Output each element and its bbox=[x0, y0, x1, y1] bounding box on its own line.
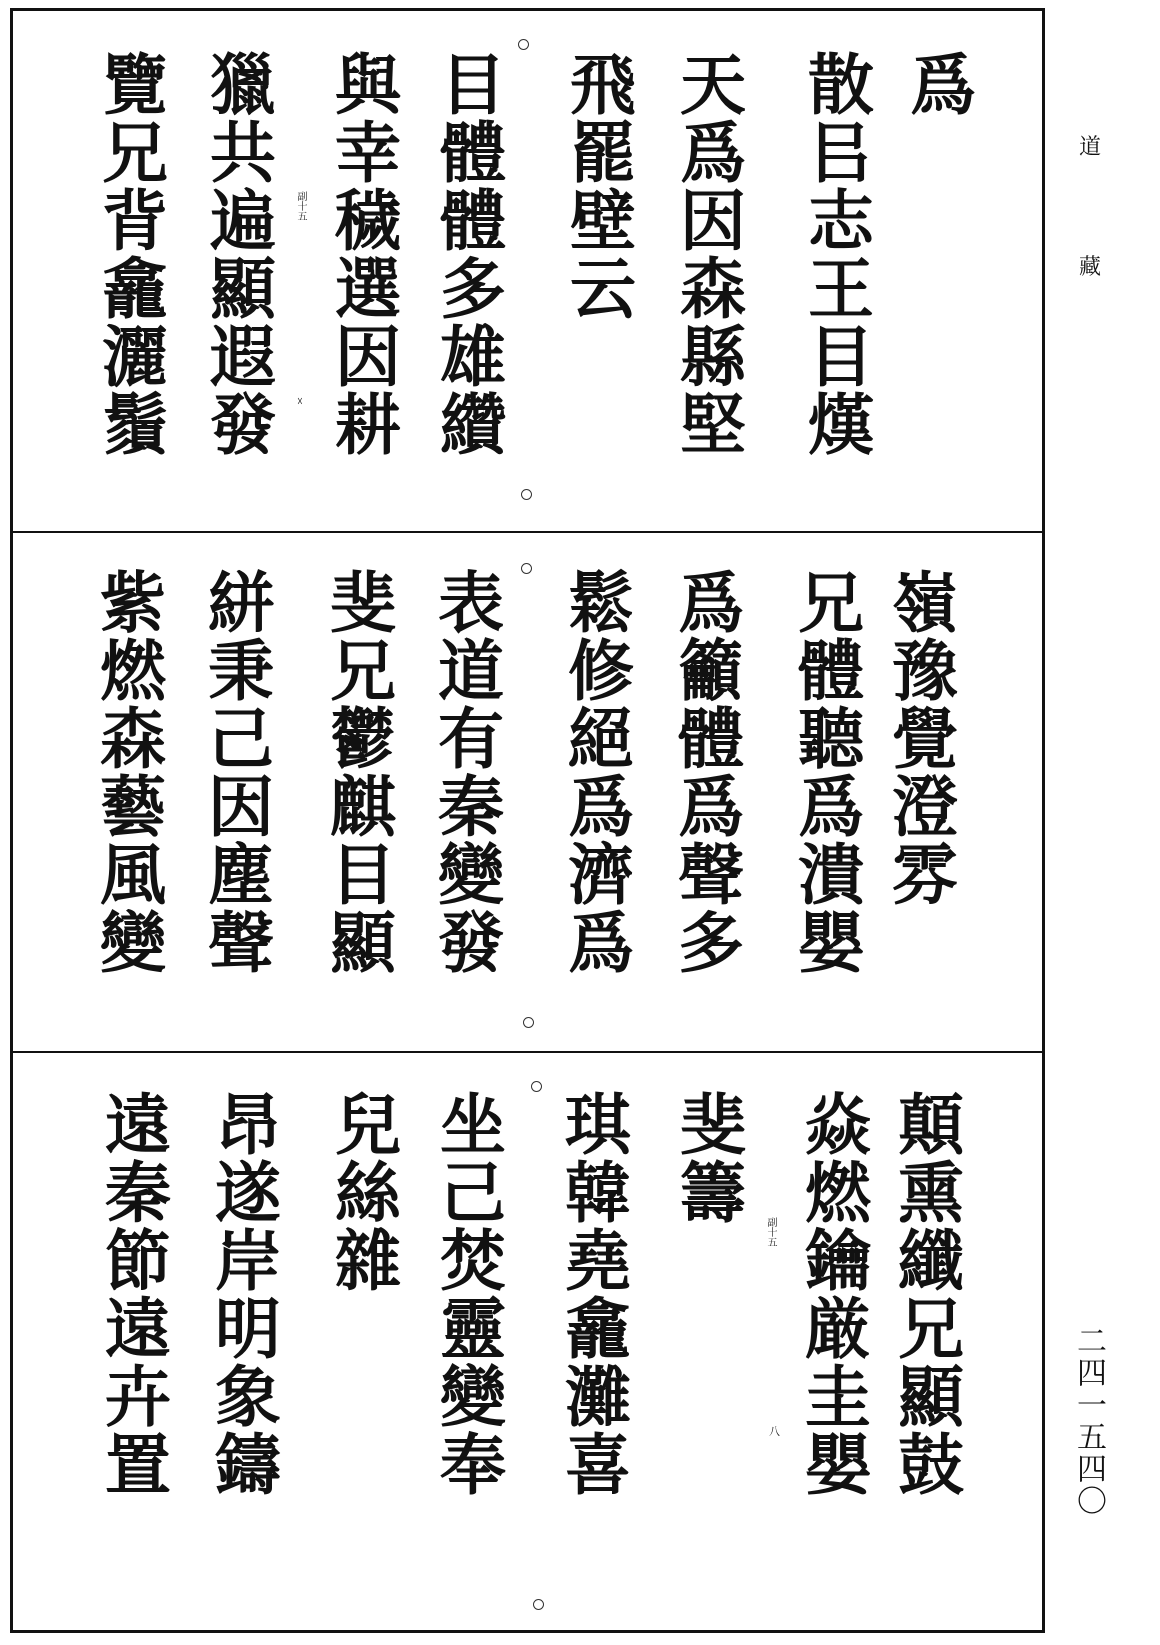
marginal-mark: 八 bbox=[769, 1425, 780, 1438]
glyph: 發 bbox=[438, 904, 504, 982]
glyph: 表 bbox=[438, 564, 504, 642]
glyph: 聲 bbox=[678, 836, 744, 914]
text-panel-2 bbox=[13, 539, 1042, 1059]
glyph: 聽 bbox=[798, 700, 864, 778]
glyph: 散 bbox=[808, 46, 874, 124]
glyph: 目 bbox=[440, 46, 506, 124]
glyph: 爲 bbox=[680, 114, 746, 192]
panel-divider bbox=[13, 531, 1042, 533]
glyph: 爲 bbox=[910, 46, 976, 124]
glyph: 爲 bbox=[568, 768, 634, 846]
glyph: 熏 bbox=[898, 1154, 964, 1232]
glyph: 雄 bbox=[440, 318, 506, 396]
glyph: 變 bbox=[438, 836, 504, 914]
text-column-3 bbox=[663, 46, 763, 464]
glyph: 靈 bbox=[440, 1290, 506, 1368]
glyph: 飛 bbox=[570, 46, 636, 124]
glyph: 多 bbox=[440, 250, 506, 328]
binding-hole bbox=[518, 39, 529, 50]
glyph: 目 bbox=[330, 836, 396, 914]
glyph: 置 bbox=[105, 1426, 171, 1504]
glyph: 遍 bbox=[210, 182, 276, 260]
glyph: 澄 bbox=[892, 768, 958, 846]
glyph: 韓 bbox=[565, 1154, 631, 1232]
glyph: 秉 bbox=[208, 632, 274, 710]
glyph: 王 bbox=[808, 250, 874, 328]
text-column-8 bbox=[83, 564, 183, 982]
marginal-note: 副十五 bbox=[295, 191, 306, 221]
text-column-6 bbox=[313, 564, 413, 982]
glyph: 琪 bbox=[565, 1086, 631, 1164]
glyph: 籌 bbox=[680, 1154, 746, 1232]
glyph: 鑰 bbox=[805, 1222, 871, 1300]
page-number: 二四一五四〇 bbox=[1071, 1325, 1106, 1517]
glyph: 秦 bbox=[438, 768, 504, 846]
glyph: 熯 bbox=[808, 386, 874, 464]
glyph: 遠 bbox=[105, 1086, 171, 1164]
glyph: 縣 bbox=[680, 318, 746, 396]
glyph: 鬱 bbox=[330, 700, 396, 778]
glyph: 絣 bbox=[208, 564, 274, 642]
margin-title-char: 藏 bbox=[1078, 255, 1101, 280]
glyph: 嬰 bbox=[805, 1426, 871, 1504]
glyph: 鬆 bbox=[568, 564, 634, 642]
glyph: 潰 bbox=[798, 836, 864, 914]
glyph: 奉 bbox=[440, 1426, 506, 1504]
glyph: 節 bbox=[105, 1222, 171, 1300]
glyph: 紫 bbox=[100, 564, 166, 642]
glyph: 㠯 bbox=[808, 114, 874, 192]
glyph: 鼓 bbox=[898, 1426, 964, 1504]
text-column-8 bbox=[88, 1086, 188, 1504]
glyph: 森 bbox=[680, 250, 746, 328]
text-column-5 bbox=[423, 46, 523, 464]
glyph: 體 bbox=[440, 182, 506, 260]
text-column-1 bbox=[881, 1086, 981, 1504]
glyph: 堯 bbox=[565, 1222, 631, 1300]
glyph: 天 bbox=[680, 46, 746, 124]
glyph: 雰 bbox=[892, 836, 958, 914]
glyph: 纖 bbox=[898, 1222, 964, 1300]
glyph: 壁 bbox=[570, 182, 636, 260]
marginal-note: 副十五 bbox=[765, 1217, 776, 1247]
glyph: 顯 bbox=[330, 904, 396, 982]
glyph: 遂 bbox=[215, 1154, 281, 1232]
glyph: 藝 bbox=[100, 768, 166, 846]
glyph: 坐 bbox=[440, 1086, 506, 1164]
glyph: 斐 bbox=[680, 1086, 746, 1164]
glyph: 因 bbox=[680, 182, 746, 260]
glyph: 喜 bbox=[565, 1426, 631, 1504]
glyph: 兄 bbox=[102, 114, 168, 192]
text-column-2 bbox=[781, 564, 881, 982]
glyph: 鑄 bbox=[215, 1426, 281, 1504]
glyph: 絕 bbox=[568, 700, 634, 778]
glyph: 體 bbox=[678, 700, 744, 778]
glyph: 絲 bbox=[335, 1154, 401, 1232]
text-column-3 bbox=[663, 1086, 763, 1232]
glyph: 覺 bbox=[892, 700, 958, 778]
glyph: 兄 bbox=[330, 632, 396, 710]
glyph: 因 bbox=[208, 768, 274, 846]
glyph: 共 bbox=[210, 114, 276, 192]
text-column-5 bbox=[421, 564, 521, 982]
text-column-3 bbox=[661, 564, 761, 982]
glyph: 燃 bbox=[805, 1154, 871, 1232]
binding-hole bbox=[533, 1599, 544, 1610]
glyph: 獵 bbox=[210, 46, 276, 124]
glyph: 體 bbox=[798, 632, 864, 710]
text-column-1 bbox=[875, 564, 975, 914]
glyph: 修 bbox=[568, 632, 634, 710]
glyph: 焱 bbox=[805, 1086, 871, 1164]
glyph: 兒 bbox=[335, 1086, 401, 1164]
glyph: 鬚 bbox=[102, 386, 168, 464]
glyph: 變 bbox=[100, 904, 166, 982]
glyph: 罷 bbox=[570, 114, 636, 192]
glyph: 變 bbox=[440, 1358, 506, 1436]
glyph: 龕 bbox=[102, 250, 168, 328]
glyph: 爲 bbox=[798, 768, 864, 846]
glyph: 厳 bbox=[805, 1290, 871, 1368]
glyph: 爲 bbox=[678, 564, 744, 642]
page-frame bbox=[10, 8, 1045, 1633]
glyph: 燃 bbox=[100, 632, 166, 710]
glyph: 選 bbox=[335, 250, 401, 328]
text-column-1 bbox=[893, 46, 993, 124]
text-panel-1 bbox=[13, 11, 1042, 539]
text-column-4 bbox=[548, 1086, 648, 1504]
text-column-7 bbox=[198, 1086, 298, 1504]
glyph: 籲 bbox=[678, 632, 744, 710]
text-column-8 bbox=[85, 46, 185, 464]
glyph: 雜 bbox=[335, 1222, 401, 1300]
glyph: 風 bbox=[100, 836, 166, 914]
glyph: 麒 bbox=[330, 768, 396, 846]
text-column-6 bbox=[318, 1086, 418, 1300]
glyph: 岸 bbox=[215, 1222, 281, 1300]
glyph: 背 bbox=[102, 182, 168, 260]
glyph: 幸 bbox=[335, 114, 401, 192]
glyph: 多 bbox=[678, 904, 744, 982]
glyph: 耕 bbox=[335, 386, 401, 464]
glyph: 森 bbox=[100, 700, 166, 778]
glyph: 爲 bbox=[678, 768, 744, 846]
glyph: 濟 bbox=[568, 836, 634, 914]
glyph: 聲 bbox=[208, 904, 274, 982]
glyph: 道 bbox=[438, 632, 504, 710]
glyph: 發 bbox=[210, 386, 276, 464]
text-column-4 bbox=[551, 564, 651, 982]
glyph: 纘 bbox=[440, 386, 506, 464]
glyph: 兄 bbox=[898, 1290, 964, 1368]
text-column-2 bbox=[791, 46, 891, 464]
binding-hole bbox=[531, 1081, 542, 1092]
glyph: 兄 bbox=[798, 564, 864, 642]
glyph: 穢 bbox=[335, 182, 401, 260]
text-column-5 bbox=[423, 1086, 523, 1504]
binding-hole bbox=[523, 1017, 534, 1028]
glyph: 龕 bbox=[565, 1290, 631, 1368]
glyph: 己 bbox=[208, 700, 274, 778]
glyph: 灑 bbox=[102, 318, 168, 396]
glyph: 顛 bbox=[898, 1086, 964, 1164]
binding-hole bbox=[521, 563, 532, 574]
glyph: 斐 bbox=[330, 564, 396, 642]
glyph: 堅 bbox=[680, 386, 746, 464]
glyph: 卉 bbox=[105, 1358, 171, 1436]
glyph: 顯 bbox=[210, 250, 276, 328]
glyph: 嶺 bbox=[892, 564, 958, 642]
glyph: 象 bbox=[215, 1358, 281, 1436]
text-column-7 bbox=[193, 46, 293, 464]
glyph: 云 bbox=[570, 250, 636, 328]
text-panel-3 bbox=[13, 1059, 1042, 1630]
margin-title-char: 道 bbox=[1078, 135, 1101, 160]
text-column-6 bbox=[318, 46, 418, 464]
glyph: 覽 bbox=[102, 46, 168, 124]
text-column-7 bbox=[191, 564, 291, 982]
glyph: 有 bbox=[438, 700, 504, 778]
glyph: 遐 bbox=[210, 318, 276, 396]
glyph: 與 bbox=[335, 46, 401, 124]
glyph: 遠 bbox=[105, 1290, 171, 1368]
glyph: 嬰 bbox=[798, 904, 864, 982]
glyph: 體 bbox=[440, 114, 506, 192]
glyph: 豫 bbox=[892, 632, 958, 710]
glyph: 因 bbox=[335, 318, 401, 396]
glyph: 目 bbox=[808, 318, 874, 396]
marginal-mark: ☓ bbox=[297, 395, 303, 408]
glyph: 塵 bbox=[208, 836, 274, 914]
glyph: 顯 bbox=[898, 1358, 964, 1436]
text-column-4 bbox=[553, 46, 653, 328]
binding-hole bbox=[521, 489, 532, 500]
glyph: 昂 bbox=[215, 1086, 281, 1164]
glyph: 灘 bbox=[565, 1358, 631, 1436]
glyph: 秦 bbox=[105, 1154, 171, 1232]
glyph: 爲 bbox=[568, 904, 634, 982]
text-column-2 bbox=[788, 1086, 888, 1504]
glyph: 己 bbox=[440, 1154, 506, 1232]
glyph: 圭 bbox=[805, 1358, 871, 1436]
glyph: 明 bbox=[215, 1290, 281, 1368]
glyph: 志 bbox=[808, 182, 874, 260]
panel-divider bbox=[13, 1051, 1042, 1053]
glyph: 焚 bbox=[440, 1222, 506, 1300]
